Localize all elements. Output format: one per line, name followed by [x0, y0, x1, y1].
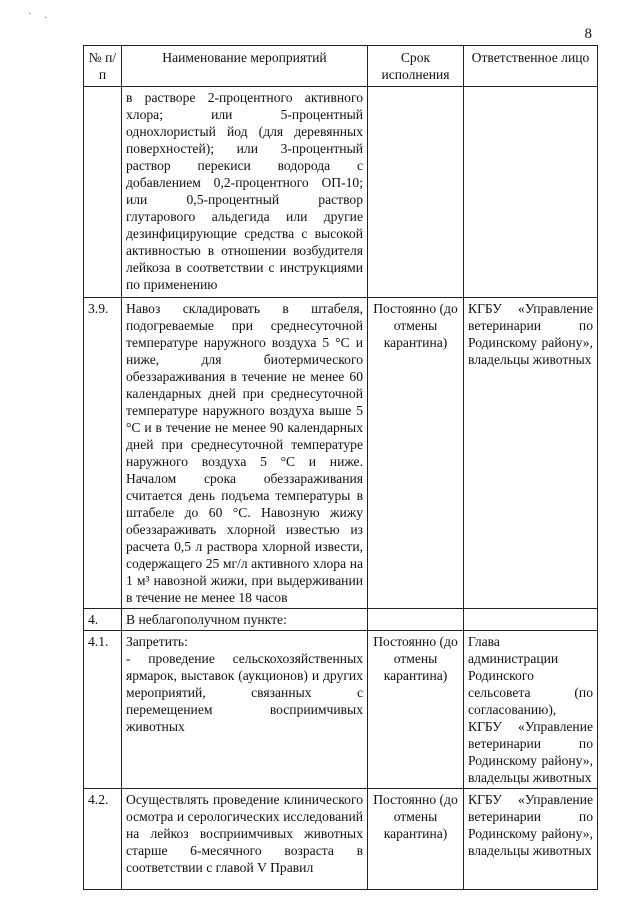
page-number: 8: [584, 26, 592, 42]
row-num: 4.1.: [84, 631, 122, 789]
header-num: № п/п: [84, 46, 122, 87]
row-term: Постоянно (до отмены карантина): [368, 298, 464, 609]
row-name: Запретить: - проведение сельскохозяйственных ярмарок, выставок (аукционов) и других мероприятий, связанных с перемещением восприимчивых животных: [122, 631, 368, 789]
row-responsible: [464, 609, 598, 631]
table-row: [84, 298, 598, 609]
row-term: Постоянно (до отмены карантина): [368, 631, 464, 789]
row-name: Осуществлять проведение клинического осмотра и серологических исследований на лейкоз восприимчивых животных старше 6-месячного возраста в соответствии с главой V Правил: [122, 789, 368, 890]
row-responsible: [464, 87, 598, 298]
header-term: Срок исполнения: [368, 46, 464, 87]
row-num: 3.9.: [84, 298, 122, 609]
table-header-row: [84, 46, 598, 87]
table-row: [84, 631, 598, 789]
header-name: Наименование мероприятий: [122, 46, 368, 87]
row-term: Постоянно (до отмены карантина): [368, 789, 464, 890]
table-row: [84, 87, 598, 298]
table-row: [84, 789, 598, 890]
row-name: в растворе 2-процентного активного хлора; или 5-процентный однохлористый йод (для деревянных поверхностей); или 3-процентный раствор перекиси водорода с добавлением 0,2-процентного ОП-10; или 0,5-процентный раствор глутарового альдегида или другие дезинфицирующие средства с высокой активностью в отношении возбудителя лейкоза в соответствии с инструкциями по применению: [122, 87, 368, 298]
row-name: Навоз складировать в штабеля, подогреваемые при среднесуточной температуре наружного воздуха 5 °C и ниже, для биотермического обеззараживания в течение не менее 60 календарных дней при среднесуточной температуре наружного воздуха выше 5 °C и в течение не менее 90 календарных дней при среднесуточной температуре наружного воздуха 5 °C и ниже. Началом срока обеззараживания считается день подъема температуры в штабеле до 60 °C. Навозную жижу обеззараживать хлорной известью из расчета 0,5 л раствора хлорной извести, содержащего 25 мг/л активного хлора на 1 м³ навозной жижи, при выдерживании в течение не менее 18 часов: [122, 298, 368, 609]
row-name: В неблагополучном пункте:: [122, 609, 368, 631]
row-term: [368, 87, 464, 298]
row-num: [84, 87, 122, 298]
scan-speck: ·: [28, 9, 32, 20]
table-row: [84, 609, 598, 631]
header-responsible: Ответственное лицо: [464, 46, 598, 87]
row-responsible: КГБУ «Управление ветеринарии по Родинскому району», владельцы животных: [464, 298, 598, 609]
row-responsible: Глава администрации Родинского сельсовета (по согласованию), КГБУ «Управление ветеринарии по Родинскому району», владельцы животных: [464, 631, 598, 789]
measures-table: [83, 45, 598, 890]
row-term: [368, 609, 464, 631]
row-responsible: КГБУ «Управление ветеринарии по Родинскому району», владельцы животных: [464, 789, 598, 890]
scan-speck: ·: [44, 13, 48, 24]
row-num: 4.2.: [84, 789, 122, 890]
row-num: 4.: [84, 609, 122, 631]
